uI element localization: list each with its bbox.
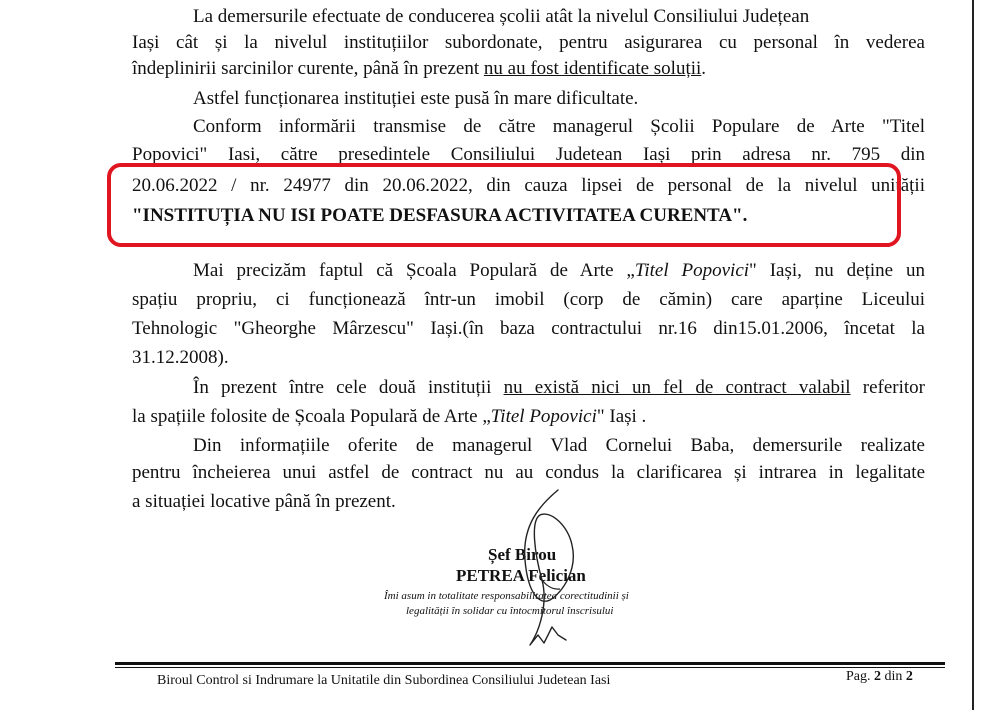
p1-line2: Iași cât și la nivelul instituțiilor subordonate, pentru asigurarea cu personal în vederea <box>132 32 925 53</box>
p5-line1-a: În prezent între cele două instituții <box>193 377 504 398</box>
p1-line3-end: . <box>701 58 707 79</box>
p6-line3: a situației locative până în prezent. <box>132 491 396 512</box>
p4-line1-b: " Iași, nu deține un <box>749 260 925 281</box>
footer-rule-thick <box>115 662 945 665</box>
page-total: 2 <box>905 669 913 684</box>
page-edge <box>972 0 974 710</box>
p4-line1 <box>193 259 925 283</box>
highlight-box <box>107 163 901 247</box>
p4-line3: Tehnologic "Gheorghe Mârzescu" Iași.(în baza contractului nr.16 din15.01.2006, încetat la <box>132 318 925 339</box>
school-name-italic: Titel Popovici <box>634 260 750 281</box>
school-name-italic-2: Titel Popovici <box>490 406 597 427</box>
page-prefix: Pag. <box>846 669 874 684</box>
p4-line1-a: Mai precizăm faptul că Școala Populară de Arte „ <box>193 260 635 281</box>
p3-line4-emphasis: "INSTITUȚIA NU ISI POATE DESFASURA ACTIVITATEA CURENTA". <box>132 205 748 226</box>
p5-line1-b: referitor <box>850 377 926 398</box>
p3-line1: Conform informării transmise de către managerul Școlii Populare de Arte "Titel <box>193 116 925 137</box>
underlined-no-solutions: nu au fost identificate soluții <box>483 58 702 79</box>
signature-note-1: Îmi asum in totalitate responsabilitatea corectitudinii și <box>384 590 629 602</box>
signature-name: PETREA Felician <box>456 566 586 585</box>
p4-line4: 31.12.2008). <box>132 347 229 368</box>
handwritten-signature <box>500 485 610 665</box>
signature-note-2: legalității în solidar cu întocmitorul înscrisului <box>406 605 614 617</box>
page-separator: din <box>881 669 906 684</box>
p6-line2: pentru încheierea unui astfel de contract nu au condus la clarificarea și intrarea in legalitate <box>132 462 925 483</box>
p5-line2 <box>132 405 646 429</box>
footer-office: Biroul Control si Indrumare la Unitatile din Subordinea Consiliului Judetean Iasi <box>157 673 611 688</box>
page-current: 2 <box>874 669 881 684</box>
p1-line3 <box>132 57 706 81</box>
signature-title: Șef Birou <box>488 545 557 564</box>
p1-line1: La demersurile efectuate de conducerea școlii atât la nivelul Consiliului Județean <box>193 6 810 27</box>
p6-line1: Din informațiile oferite de managerul Vlad Cornelui Baba, demersurile realizate <box>193 435 925 456</box>
underlined-no-contract: nu există nici un fel de contract valabil <box>503 377 851 398</box>
p2-line1: Astfel funcționarea instituției este pusă în mare dificultate. <box>193 88 639 109</box>
p3-line2: Popovici" Iasi, către presedintele Consiliului Judetean Iași prin adresa nr. 795 din <box>132 144 925 165</box>
p5-line1 <box>193 376 925 400</box>
p5-line2-a: la spațiile folosite de Școala Populară de Arte „ <box>132 406 491 427</box>
p3-line3: 20.06.2022 / nr. 24977 din 20.06.2022, din cauza lipsei de personal de la nivelul unității <box>132 175 925 196</box>
footer-rule-thin <box>115 667 945 668</box>
p1-line3-text: îndeplinirii sarcinilor curente, până în prezent <box>132 58 484 79</box>
p5-line2-b: " Iași . <box>596 406 647 427</box>
page-number <box>846 668 913 686</box>
p4-line2: spațiu propriu, ci funcționează într-un imobil (corp de cămin) care aparține Liceului <box>132 289 925 310</box>
